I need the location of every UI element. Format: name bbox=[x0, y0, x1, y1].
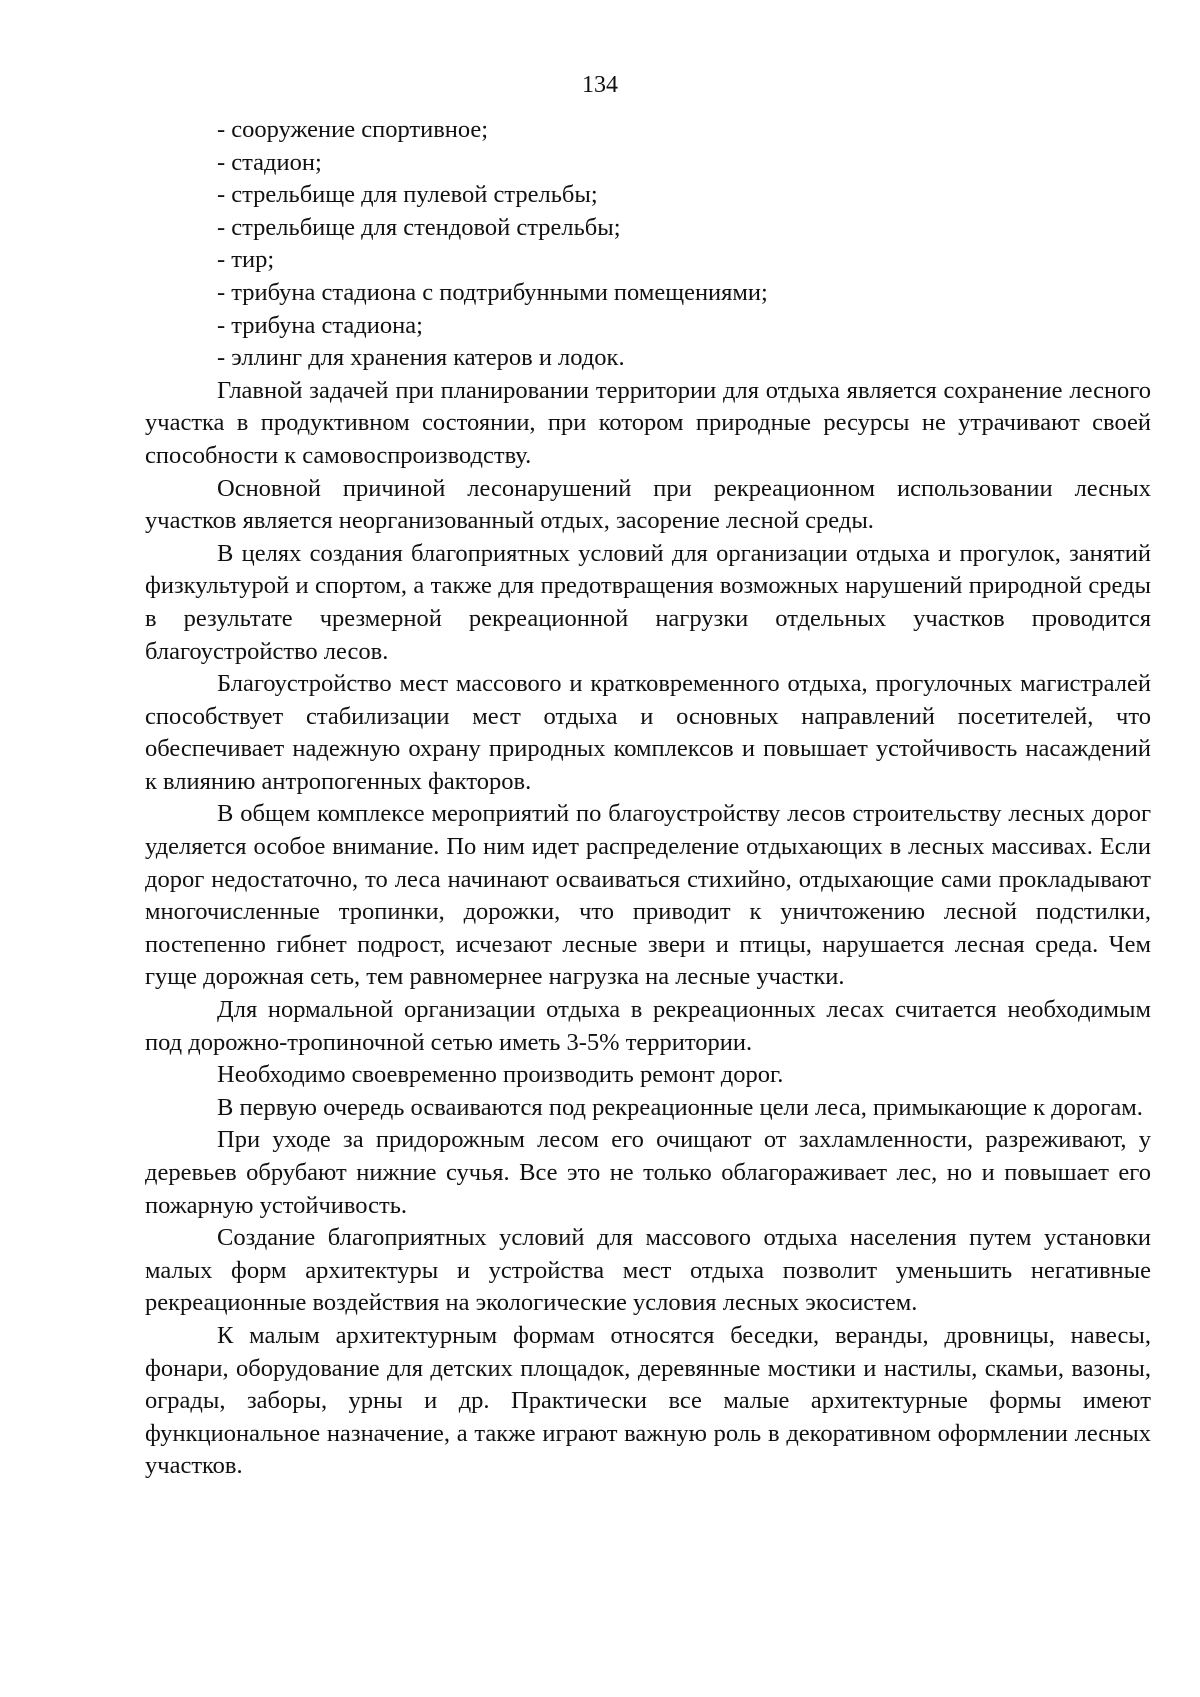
page-body bbox=[145, 114, 1151, 1483]
list-item: - тир; bbox=[217, 246, 275, 274]
paragraph: Благоустройство мест массового и кратковременного отдыха, прогулочных магистралей способствует стабилизации мест отдыха и основных направлений посетителей, что обеспечивает надежную охрану природных комплексов и повышает устойчивость насаждений к влиянию антропогенных факторов. bbox=[145, 670, 1151, 795]
paragraph: Главной задачей при планировании территории для отдыха является сохранение лесного участка в продуктивном состоянии, при котором природные ресурсы не утрачивают своей способности к самовоспроизводству. bbox=[145, 376, 1151, 469]
list-item: - стадион; bbox=[217, 148, 322, 176]
paragraph: К малым архитектурным формам относятся беседки, веранды, дровницы, навесы, фонари, оборудование для детских площадок, деревянные мостики и настилы, скамьи, вазоны, ограды, заборы, урны и др. Практически все малые архитектурные формы имеют функциональное назначение, а также играют важную роль в декоративном оформлении лесных участков. bbox=[145, 1321, 1151, 1480]
list-item: - трибуна стадиона с подтрибунными помещениями; bbox=[217, 278, 768, 306]
paragraph: Создание благоприятных условий для массового отдыха населения путем установки малых форм архитектуры и устройства мест отдыха позволит уменьшить негативные рекреационные воздействия на экологические условия лесных экосистем. bbox=[145, 1224, 1151, 1317]
paragraph: В первую очередь осваиваются под рекреационные цели леса, примыкающие к дорогам. bbox=[217, 1093, 1143, 1121]
paragraph: Необходимо своевременно производить ремонт дорог. bbox=[217, 1061, 784, 1089]
list-item: - сооружение спортивное; bbox=[217, 116, 489, 143]
list-item: - эллинг для хранения катеров и лодок. bbox=[217, 344, 625, 372]
page-number: 134 bbox=[582, 72, 618, 98]
list-item: - трибуна стадиона; bbox=[217, 311, 423, 339]
paragraph: В общем комплексе мероприятий по благоустройству лесов строительству лесных дорог уделяется особое внимание. По ним идет распределение отдыхающих в лесных массивах. Если дорог недостаточно, то леса начинают осваиваться стихийно, отдыхающие сами прокладывают многочисленные тропинки, дорожки, что приводит к уничтожению лесной подстилки, постепенно гибнет подрост, исчезают лесные звери и птицы, нарушается лесная среда. Чем гуще дорожная сеть, тем равномернее нагрузка на лесные участки. bbox=[145, 800, 1151, 991]
list-item: - стрельбище для стендовой стрельбы; bbox=[217, 213, 621, 241]
list-item: - стрельбище для пулевой стрельбы; bbox=[217, 181, 598, 209]
paragraph: Основной причиной лесонарушений при рекреационном использовании лесных участков является неорганизованный отдых, засорение лесной среды. bbox=[145, 474, 1151, 535]
paragraph: При уходе за придорожным лесом его очищают от захламленности, разреживают, у деревьев обрубают нижние сучья. Все это не только облагораживает лес, но и повышает его пожарную устойчивость. bbox=[145, 1126, 1151, 1219]
paragraph: В целях создания благоприятных условий для организации отдыха и прогулок, занятий физкультурой и спортом, а также для предотвращения возможных нарушений природной среды в результате чрезмерной рекреационной нагрузки отдельных участков проводится благоустройство лесов. bbox=[145, 539, 1151, 665]
facility-list bbox=[145, 114, 1151, 375]
paragraph: Для нормальной организации отдыха в рекреационных лесах считается необходимым под дорожно-тропиночной сетью иметь 3-5% территории. bbox=[145, 996, 1151, 1056]
